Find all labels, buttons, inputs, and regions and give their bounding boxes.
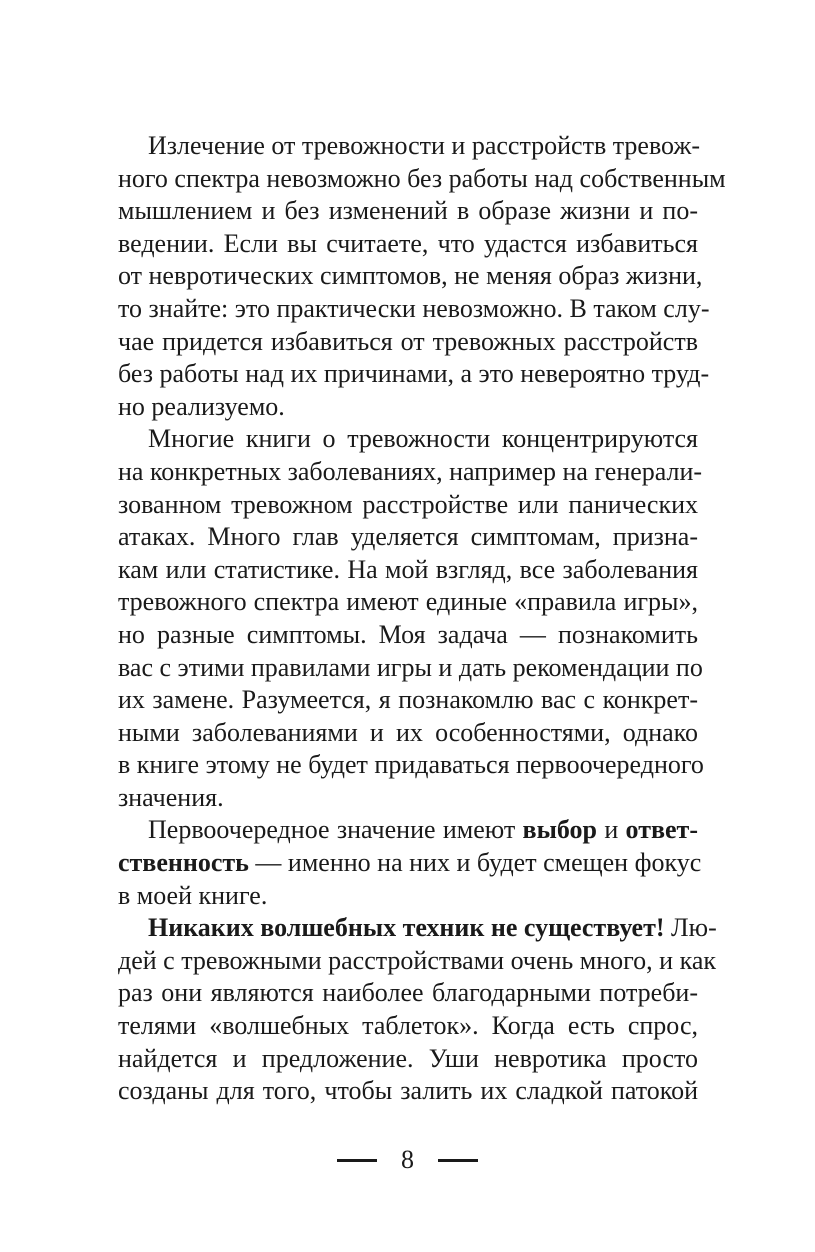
- text-line: кам или статистике. На мой взгляд, все заболевания: [118, 554, 698, 584]
- text-line: без работы над их причинами, а это невероятно труд-: [118, 359, 710, 389]
- text-line: ными заболеваниями и их особенностями, однако: [118, 717, 698, 747]
- text-line: Многие книги о тревожности концентрируются: [148, 424, 698, 454]
- text-line: найдется и предложение. Уши невротика просто: [118, 1043, 698, 1073]
- text-line: телями «волшебных таблеток». Когда есть спрос,: [118, 1011, 698, 1041]
- text-line: [118, 912, 717, 945]
- text-fragment: Лю-: [664, 913, 717, 943]
- text-fragment: Первоочередное значение имеют: [148, 815, 523, 845]
- bold-statement: Никаких волшебных техник не существует!: [148, 913, 665, 943]
- text-fragment: и: [597, 815, 626, 845]
- text-line: [118, 814, 698, 847]
- text-line: созданы для того, чтобы залить их сладкой патокой: [118, 1076, 698, 1106]
- footer-rule-left: [337, 1159, 377, 1162]
- text-line: но реализуемо.: [118, 391, 285, 421]
- text-line: зованном тревожном расстройстве или панических: [118, 489, 698, 519]
- text-line: [118, 847, 702, 880]
- text-line: ного спектра невозможно без работы над собственным: [118, 163, 726, 193]
- text-line: в книге этому не будет придаваться первоочередного: [118, 750, 704, 780]
- text-line: в моей книге.: [118, 880, 268, 910]
- text-line: раз они являются наиболее благодарными потреби-: [118, 978, 698, 1008]
- bold-term-responsibility: ответ-: [625, 815, 698, 845]
- text-line: тревожного спектра имеют единые «правила игры»,: [118, 587, 698, 617]
- paragraph-3: [118, 814, 702, 912]
- text-line: мышлением и без изменений в образе жизни и по-: [118, 196, 698, 226]
- text-line: ведении. Если вы считаете, что удастся избавиться: [118, 228, 698, 258]
- text-line: на конкретных заболеваниях, например на генерали-: [118, 456, 703, 486]
- text-line: то знайте: это практически невозможно. В таком слу-: [118, 293, 710, 323]
- paragraph-2: [118, 423, 704, 814]
- paragraph-4: [118, 912, 717, 1108]
- page-footer: [0, 1140, 815, 1180]
- text-line: дей с тревожными расстройствами очень много, и как: [118, 945, 716, 975]
- text-line: значения.: [118, 782, 224, 812]
- text-line: вас с этими правилами игры и дать рекомендации по: [118, 652, 703, 682]
- page-number: 8: [401, 1145, 414, 1174]
- footer-rule-right: [438, 1159, 478, 1162]
- text-line: их замене. Разумеется, я познакомлю вас с конкрет-: [118, 685, 698, 715]
- text-line: чае придется избавиться от тревожных расстройств: [118, 326, 698, 356]
- text-line: от невротических симптомов, не меняя образ жизни,: [118, 261, 703, 291]
- page-body: [118, 130, 726, 1108]
- text-line: Излечение от тревожности и расстройств тревож-: [148, 131, 701, 160]
- paragraph-1: [118, 130, 726, 423]
- text-fragment: — именно на них и будет смещен фокус: [248, 848, 702, 878]
- text-line: но разные симптомы. Моя задача — познакомить: [118, 619, 698, 649]
- text-line: атаках. Много глав уделяется симптомам, призна-: [118, 522, 698, 552]
- bold-term-responsibility-cont: ственность: [118, 848, 249, 878]
- bold-term-choice: выбор: [522, 815, 597, 845]
